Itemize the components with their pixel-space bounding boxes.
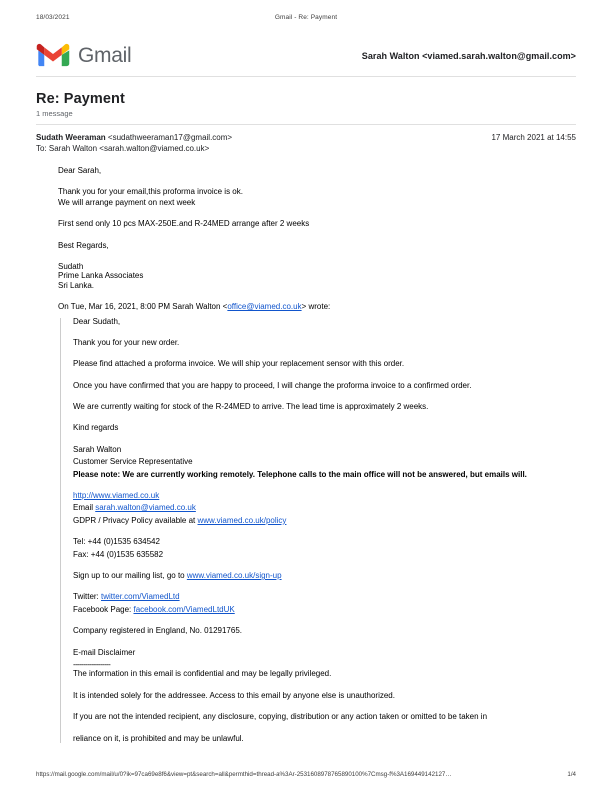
facebook-label: Facebook Page: bbox=[73, 604, 134, 614]
disclaimer-line-4: reliance on it, is prohibited and may be unlawful. bbox=[73, 733, 244, 743]
signature-country: Sri Lanka. bbox=[58, 280, 95, 290]
disclaimer-line-1: The information in this email is confidential and may be legally privileged. bbox=[73, 669, 332, 679]
page-title: Re: Payment bbox=[36, 91, 125, 107]
quote-sender-email-link[interactable]: office@viamed.co.uk bbox=[227, 302, 302, 312]
quoted-company-registration: Company registered in England, No. 01291765. bbox=[73, 626, 242, 636]
signature-name: Sudath bbox=[58, 261, 84, 271]
gdpr-label: GDPR / Privacy Policy available at bbox=[73, 515, 198, 525]
quoted-tel: Tel: +44 (0)1535 634542 bbox=[73, 537, 160, 547]
quote-intro-suffix: > wrote: bbox=[301, 302, 331, 312]
signature-company: Prime Lanka Associates bbox=[58, 271, 144, 281]
message-body bbox=[36, 167, 576, 743]
email-label: Email bbox=[73, 503, 96, 513]
website-link[interactable]: http://www.viamed.co.uk bbox=[73, 491, 160, 501]
quoted-fax: Fax: +44 (0)1535 635582 bbox=[73, 549, 164, 559]
quote-intro bbox=[58, 303, 576, 311]
quoted-gdpr-row bbox=[73, 517, 576, 525]
sender-email: <sudathweeraman17@gmail.com> bbox=[107, 133, 233, 142]
disclaimer-line-2: It is intended solely for the addressee. Access to this email by anyone else is unauthorized. bbox=[73, 690, 395, 700]
quoted-para-3: Once you have confirmed that you are happy to proceed, I will change the proforma invoice to a confirmed order. bbox=[73, 380, 472, 390]
recipient-line: To: Sarah Walton <sarah.walton@viamed.co.uk> bbox=[36, 144, 210, 153]
print-title: Gmail - Re: Payment bbox=[274, 14, 338, 21]
twitter-link[interactable]: twitter.com/ViamedLtd bbox=[101, 592, 180, 602]
quoted-para-2: Please find attached a proforma invoice. We will ship your replacement sensor with this order. bbox=[73, 359, 405, 369]
body-para1-line2: We will arrange payment on next week bbox=[58, 197, 196, 207]
quote-intro-prefix: On Tue, Mar 16, 2021, 8:00 PM Sarah Walton < bbox=[58, 302, 228, 312]
subject-divider bbox=[36, 124, 576, 125]
message-count: 1 message bbox=[36, 109, 73, 118]
body-para1-line1: Thank you for your email,this proforma invoice is ok. bbox=[58, 187, 243, 197]
gdpr-policy-link[interactable]: www.viamed.co.uk/policy bbox=[197, 515, 287, 525]
facebook-link[interactable]: facebook.com/ViamedLtdUK bbox=[133, 604, 235, 614]
gmail-brand-row bbox=[36, 43, 576, 76]
quoted-remote-notice: Please note: We are currently working remotely. Telephone calls to the main office will not be answered, but emails will. bbox=[73, 469, 527, 479]
quoted-para-5: Kind regards bbox=[73, 423, 119, 433]
gmail-logo-icon bbox=[36, 43, 70, 68]
footer-url: https://mail.google.com/mail/u/0?ik=97ca69e8f6&view=pt&search=all&permthid=thread-a%3Ar-2531608978765890100%7Cmsg-f%3A169449142127… bbox=[36, 771, 452, 778]
quoted-para-1: Thank you for your new order. bbox=[73, 337, 180, 347]
disclaimer-line-3: If you are not the intended recipient, any disclosure, copying, distribution or any action taken or omitted to be taken in bbox=[73, 712, 488, 722]
quoted-mailing-row bbox=[73, 572, 576, 580]
quoted-website bbox=[73, 492, 576, 500]
quoted-para-4: We are currently waiting for stock of the R-24MED to arrive. The lead time is approximately 2 weeks. bbox=[73, 402, 429, 412]
body-closing: Best Regards, bbox=[58, 240, 109, 250]
quoted-facebook-row bbox=[73, 606, 576, 614]
quoted-email-row bbox=[73, 504, 576, 512]
twitter-label: Twitter: bbox=[73, 592, 102, 602]
quoted-signature-role: Customer Service Representative bbox=[73, 457, 193, 467]
gmail-brand bbox=[36, 43, 131, 68]
mailing-label: Sign up to our mailing list, go to bbox=[73, 570, 187, 580]
message-date: 17 March 2021 at 14:55 bbox=[491, 133, 576, 142]
quoted-twitter-row bbox=[73, 593, 576, 601]
footer-page-number: 1/4 bbox=[567, 771, 576, 778]
header-divider bbox=[36, 76, 576, 77]
disclaimer-rule: ------------------ bbox=[73, 659, 111, 669]
mailing-list-link[interactable]: www.viamed.co.uk/sign-up bbox=[186, 570, 282, 580]
sender-line bbox=[36, 133, 232, 142]
quoted-greeting: Dear Sudath, bbox=[73, 316, 121, 326]
message-header bbox=[36, 133, 576, 142]
body-para2: First send only 10 pcs MAX-250E.and R-24MED arrange after 2 weeks bbox=[58, 219, 310, 229]
contact-email-link[interactable]: sarah.walton@viamed.co.uk bbox=[95, 503, 196, 513]
account-identity: Sarah Walton <viamed.sarah.walton@gmail.com> bbox=[361, 50, 576, 61]
print-date: 18/03/2021 bbox=[36, 14, 70, 21]
quoted-signature-name: Sarah Walton bbox=[73, 444, 122, 454]
sender-name: Sudath Weeraman bbox=[36, 133, 106, 142]
gmail-wordmark: Gmail bbox=[78, 43, 132, 67]
body-greeting: Dear Sarah, bbox=[58, 166, 102, 175]
disclaimer-title: E-mail Disclaimer bbox=[73, 647, 136, 657]
print-header bbox=[36, 0, 576, 21]
print-footer bbox=[36, 771, 576, 778]
quoted-message bbox=[60, 318, 576, 743]
